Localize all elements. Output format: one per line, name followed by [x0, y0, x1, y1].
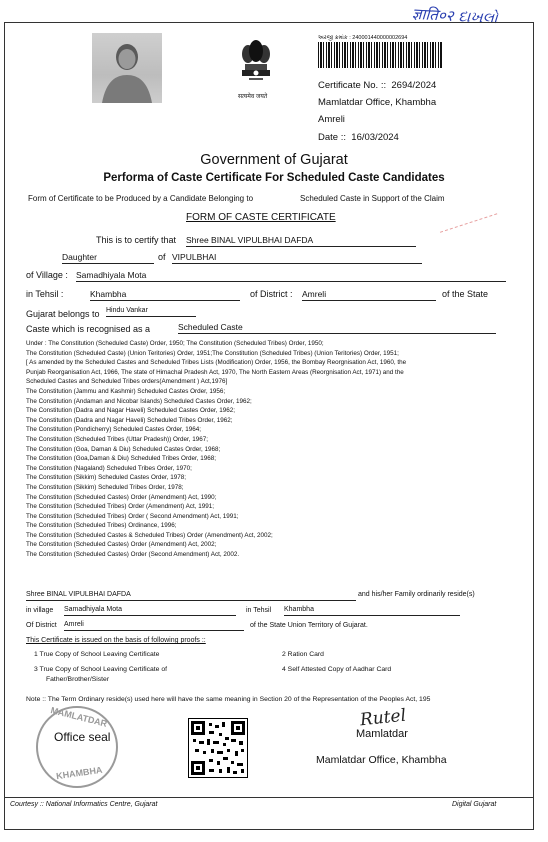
order-line: The Constitution (Goa, Daman & Diu) Scheduled Castes Order, 1968; — [26, 445, 221, 453]
order-line: The Constitution (Dadra and Nagar Haveli) Scheduled Castes Order, 1962; — [26, 407, 235, 415]
family-reside-text: and his/her Family ordinarily reside(s) — [358, 591, 475, 598]
order-line: The Constitution (Pondicherry) Scheduled Castes Order, 1964; — [26, 426, 202, 434]
qr-code — [188, 718, 248, 778]
form-line-left: Form of Certificate to be Produced by a Candidate Belonging to — [28, 194, 254, 203]
orders-list — [26, 339, 526, 560]
form-line-right: Scheduled Caste in Support of the Claim — [300, 194, 445, 203]
note-text: Note :: The Term Ordinary reside(s) used here will have the same meaning in Section 20 of the Representation of the Peoples Act, 195 — [26, 696, 431, 703]
office-line-2: Amreli — [318, 114, 345, 125]
seal-stamp-bottom: KHAMBHA — [55, 764, 103, 782]
order-line: The Constitution (Scheduled Castes) Order (Amendment) Act, 1990; — [26, 493, 217, 501]
barcode — [318, 42, 442, 68]
community-value: Hindu Vankar — [106, 307, 196, 317]
seal-stamp-top: MAMLATDAR — [49, 705, 109, 729]
handwritten-note: ज्ञाति०२ દાખલો — [411, 4, 499, 28]
order-line: Punjab Reorganisation Act, 1966, The state of Himachal Pradesh Act, 1970, The North Eastern Areas (Reorgnisation Act, 1971) and the — [26, 368, 404, 376]
form-title: FORM OF CASTE CERTIFICATE — [186, 212, 336, 223]
order-line: The Constitution (Scheduled Tribes) Order ( Second Amendment) Act, 1991; — [26, 512, 239, 520]
father-name: VIPULBHAI — [172, 252, 422, 264]
res-district-label: Of District — [26, 622, 57, 629]
district-value: Amreli — [302, 289, 436, 301]
order-line: The Constitution (Scheduled Caste) (Union Teritories) Order, 1951;The Constitution (Scheduled Tribes) (Union Teritories) Order, 1951; — [26, 349, 399, 357]
certificate-number-label: Certificate No. :: — [318, 80, 387, 91]
emblem-caption: सत्यमेव जयते — [238, 94, 268, 100]
order-line: Scheduled Castes and Scheduled Tribes orders(Amendment ) Act,1976] — [26, 378, 228, 386]
order-line: The Constitution (Scheduled Tribes) Ordinance, 1996; — [26, 522, 177, 530]
order-line: The Constitution (Nagaland) Scheduled Tribes Order, 1970; — [26, 464, 192, 472]
order-line: The Constitution (Sikkim) Scheduled Castes Order, 1978; — [26, 474, 186, 482]
certificate-number — [318, 80, 436, 91]
res-village-value: Samadhiyala Mota — [64, 606, 236, 616]
proof-item-1: 1 True Copy of School Leaving Certificate — [34, 651, 160, 658]
village-value: Samadhiyala Mota — [76, 270, 506, 282]
tehsil-value: Khambha — [90, 289, 240, 301]
res-tehsil-value: Khambha — [284, 606, 460, 616]
date-value: 16/03/2024 — [351, 132, 399, 143]
proof-item-3-cont: Father/Brother/Sister — [46, 676, 110, 683]
order-line: The Constitution (Jammu and Kashmir) Scheduled Castes Order, 1956; — [26, 387, 226, 395]
order-line: Under : The Constitution (Scheduled Caste) Order, 1950; The Constitution (Scheduled Tribes) Order, 1950; — [26, 340, 324, 347]
applicant-name: Shree BINAL VIPULBHAI DAFDA — [186, 235, 416, 247]
order-line: The Constitution (Sikkim) Scheduled Tribes Order, 1978; — [26, 483, 184, 491]
date-label: Date :: — [318, 132, 346, 143]
village-label: of Village : — [26, 270, 68, 280]
applicant-photo — [92, 33, 162, 103]
proof-item-4: 4 Self Attested Copy of Aadhar Card — [282, 666, 392, 673]
certificate-date — [318, 132, 399, 143]
order-line: The Constitution (Goa,Daman & Diu) Scheduled Tribes Order, 1968; — [26, 455, 217, 463]
relation: Daughter — [62, 252, 154, 264]
district-label: of District : — [250, 289, 293, 299]
recognised-label: Caste which is recognised as a — [26, 324, 151, 334]
order-line: The Constitution (Dadra and Nagar Haveli) Scheduled Tribes Order, 1962; — [26, 416, 233, 424]
recognised-value: Scheduled Caste — [178, 322, 496, 334]
certify-label: This is to certify that — [96, 235, 177, 245]
footer-courtesy: Courtesy :: National Informatics Centre, Gujarat — [10, 801, 158, 808]
footer-digital-gujarat: Digital Gujarat — [452, 801, 497, 808]
proof-item-2: 2 Ration Card — [282, 651, 324, 658]
proofs-heading: This Certificate is issued on the basis of following proofs :: — [26, 637, 206, 644]
signatory-office: Mamlatdar Office, Khambha — [316, 754, 447, 766]
performa-heading: Performa of Caste Certificate For Scheduled Caste Candidates — [103, 172, 445, 184]
res-district-value: Amreli — [64, 621, 244, 631]
national-emblem-icon — [236, 36, 276, 90]
res-tehsil-label: in Tehsil — [246, 607, 272, 614]
order-line: The Constitution (Scheduled Castes) Order (Second Amendment) Act, 2002. — [26, 551, 240, 559]
order-line: The Constitution (Scheduled Tribes) Order (Amendment) Act, 1991; — [26, 503, 214, 511]
state-label: of the State — [442, 289, 489, 299]
order-line: The Constitution (Scheduled Castes & Scheduled Tribes) Order (Amendment) Act, 2002; — [26, 531, 273, 539]
certificate-number-value: 2694/2024 — [391, 80, 437, 91]
tehsil-label: in Tehsil : — [26, 289, 64, 299]
order-line: [ As amended by the Scheduled Castes and Scheduled Tribes Lists (Modification) Order, 1956, the Bombay Reorgnisation Act, 1960, the — [26, 359, 407, 367]
footer-rule — [4, 797, 534, 798]
office-line-1: Mamlatdar Office, Khambha — [318, 97, 437, 108]
signatory-title: Mamlatdar — [356, 728, 408, 740]
belongs-label: Gujarat belongs to — [26, 309, 100, 319]
res-state-text: of the State Union Territory of Gujarat. — [250, 622, 368, 629]
proof-item-3: 3 True Copy of School Leaving Certificate of — [34, 666, 167, 673]
order-line: The Constitution (Andaman and Nicobar Islands) Scheduled Castes Order, 1962; — [26, 397, 252, 405]
order-line: The Constitution (Scheduled Tribes (Uttar Pradesh)) Order, 1967; — [26, 435, 208, 443]
residence-name: Shree BINAL VIPULBHAI DAFDA — [26, 591, 356, 601]
res-village-label: in village — [26, 607, 54, 614]
government-heading: Government of Gujarat — [200, 152, 348, 168]
order-line: The Constitution (Scheduled Castes) Order (Amendment) Act, 2002; — [26, 541, 217, 549]
application-number: અરજી ક્રમાંક : 240001440000002694 — [318, 35, 408, 41]
signature: Rutel — [359, 705, 407, 731]
office-seal-label: Office seal — [54, 730, 111, 744]
of-label: of — [158, 252, 166, 262]
